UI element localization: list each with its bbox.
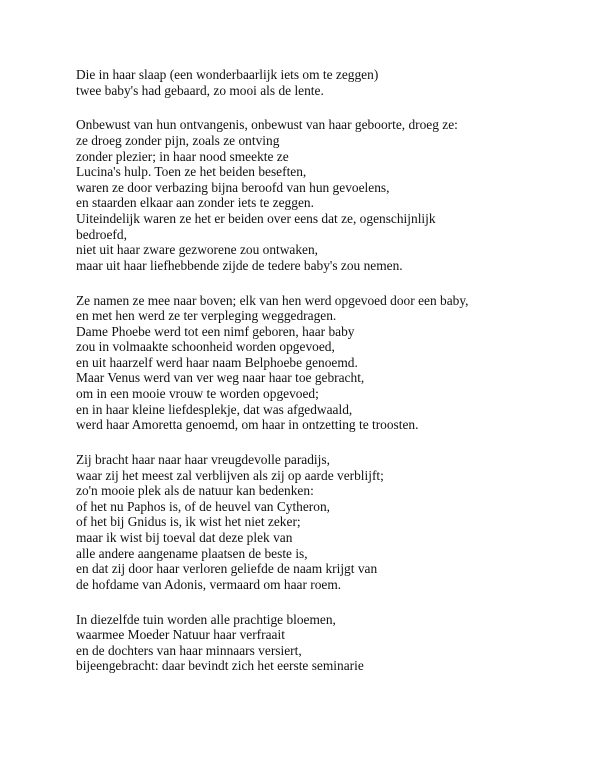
text-line: en in haar kleine liefdesplekje, dat was afgedwaald, xyxy=(76,401,353,417)
stanza-4 xyxy=(76,452,576,592)
text-line: In diezelfde tuin worden alle prachtige bloemen, xyxy=(76,611,336,627)
text-line: alle andere aangename plaatsen de beste is, xyxy=(76,545,308,561)
text-line: werd haar Amoretta genoemd, om haar in ontzetting te troosten. xyxy=(76,417,419,433)
text-line: of het bij Gnidus is, ik wist het niet zeker; xyxy=(76,514,301,530)
text-line: waar zij het meest zal verblijven als zij op aarde verblijft; xyxy=(76,467,384,483)
text-line: maar uit haar liefhebbende zijde de tedere baby's zou nemen. xyxy=(76,257,403,273)
text-line: twee baby's had gebaard, zo mooi als de lente. xyxy=(76,82,324,98)
text-line: niet uit haar zware gezworene zou ontwaken, xyxy=(76,242,319,258)
text-line: en de dochters van haar minnaars versiert, xyxy=(76,642,302,658)
text-line: en met hen werd ze ter verpleging weggedragen. xyxy=(76,308,337,324)
text-line: zonder plezier; in haar nood smeekte ze xyxy=(76,148,289,164)
text-line: maar ik wist bij toeval dat deze plek van xyxy=(76,530,293,545)
text-line: bijeengebracht: daar bevindt zich het eerste seminarie xyxy=(76,658,364,674)
text-line: de hofdame van Adonis, vermaard om haar roem. xyxy=(76,576,342,592)
text-line: Maar Venus werd van ver weg naar haar toe gebracht, xyxy=(76,370,365,386)
text-line: Zij bracht haar naar haar vreugdevolle paradijs, xyxy=(76,452,330,468)
text-line: Die in haar slaap (een wonderbaarlijk iets om te zeggen) xyxy=(76,67,379,82)
text-line: en uit haarzelf werd haar naam Belphoebe genoemd. xyxy=(76,354,358,370)
text-line: waren ze door verbazing bijna beroofd van hun gevoelens, xyxy=(76,179,390,195)
text-line: waarmee Moeder Natuur haar verfraait xyxy=(76,627,285,643)
text-line: om in een mooie vrouw te worden opgevoed; xyxy=(76,386,319,402)
text-line: Lucina's hulp. Toen ze het beiden beseften, xyxy=(76,164,307,180)
stanza-1 xyxy=(76,67,576,98)
text-line: of het nu Paphos is, of de heuvel van Cytheron, xyxy=(76,498,331,514)
text-line: Onbewust van hun ontvangenis, onbewust van haar geboorte, droeg ze: xyxy=(76,117,458,133)
stanza-2 xyxy=(76,117,576,273)
text-line: zo'n mooie plek als de natuur kan bedenken: xyxy=(76,483,314,499)
text-line: en dat zij door haar verloren geliefde de naam krijgt van xyxy=(76,561,378,577)
text-line: bedroefd, xyxy=(76,226,127,242)
text-line: zou in volmaakte schoonheid worden opgevoed, xyxy=(76,339,335,355)
stanza-3 xyxy=(76,293,576,433)
stanza-5 xyxy=(76,612,576,674)
text-line: en staarden elkaar aan zonder iets te zeggen. xyxy=(76,195,314,211)
document-page xyxy=(76,67,576,693)
text-line: ze droeg zonder pijn, zoals ze ontving xyxy=(76,132,280,148)
text-line: Dame Phoebe werd tot een nimf geboren, haar baby xyxy=(76,323,355,339)
text-line: Ze namen ze mee naar boven; elk van hen werd opgevoed door een baby, xyxy=(76,292,469,308)
text-line: Uiteindelijk waren ze het er beiden over eens dat ze, ogenschijnlijk xyxy=(76,210,436,226)
